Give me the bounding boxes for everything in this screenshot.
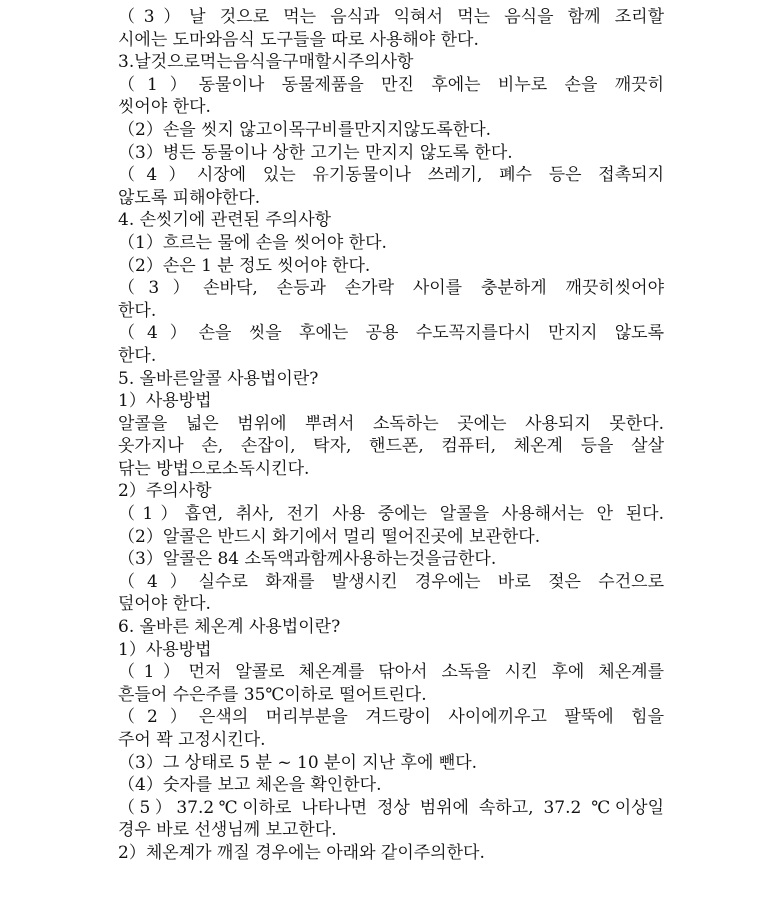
text-line: （4）손을 씻을 후에는 공용 수도꼭지를다시 만지지 않도록 [118,323,664,344]
text-line: 시에는 도마와음식 도구들을 따로 사용해야 한다. [118,29,479,50]
text-line: 5. 올바른알콜 사용법이란? [118,368,319,389]
text-line: 옷가지나 손, 손잡이, 탁자, 핸드폰, 컴퓨터, 체온계 등을 살살 [118,436,664,457]
document-body [118,6,664,865]
text-line: 1）사용방법 [118,639,212,660]
text-line: 않도록 피해야한다. [118,187,261,208]
text-line: （1）동물이나 동물제품을 만진 후에는 비누로 손을 깨끗히 [118,74,664,95]
text-line: （2）손은 1 분 정도 씻어야 한다. [118,255,371,276]
text-line: （1）흡연, 취사, 전기 사용 중에는 알콜을 사용해서는 안 된다. [118,504,664,525]
text-line: 씻어야 한다. [118,97,211,118]
text-line: （3）병든 동물이나 상한 고기는 만지지 않도록 한다. [118,142,513,163]
text-line: 덮어야 한다. [118,594,211,615]
text-line: 6. 올바른 체온계 사용법이란? [118,617,341,638]
text-line: （4）실수로 화재를 발생시킨 경우에는 바로 젖은 수건으로 [118,571,664,592]
text-line: 흔들어 수은주를 35℃이하로 떨어트린다. [118,684,427,705]
text-line: 알콜을 넓은 범위에 뿌려서 소독하는 곳에는 사용되지 못한다. [118,413,664,434]
text-line: （3）날 것으로 먹는 음식과 익혀서 먹는 음식을 함께 조리할 [118,7,664,27]
text-line: （5）37.2℃이하로 나타나면 정상 범위에 속하고, 37.2 ℃이상일 [118,797,664,818]
text-line: （2）손을 씻지 않고이목구비를만지지않도록한다. [118,119,492,140]
text-line: （1）먼저 알콜로 체온계를 닦아서 소독을 시킨 후에 체온계를 [118,662,664,683]
text-line: 2）주의사항 [118,481,212,502]
text-line: 한다. [118,345,157,366]
text-line: 주어 꽉 고정시킨다. [118,730,266,750]
text-line: 닦는 방법으로소독시킨다. [118,458,310,479]
text-line: 한다. [118,300,157,321]
text-line: 2）체온계가 깨질 경우에는 아래와 같이주의한다. [118,842,485,863]
text-line: 3.날것으로먹는음식을구매할시주의사항 [118,52,414,73]
text-line: 경우 바로 선생님께 보고한다. [118,820,337,841]
text-line: （4）시장에 있는 유기동물이나 쓰레기, 폐수 등은 접촉되지 [118,165,664,186]
text-line: （3）손바닥, 손등과 손가락 사이를 충분하게 깨끗히씻어야 [118,278,664,299]
text-line: （3）그 상태로 5 분 ~ 10 분이 지난 후에 뺀다. [118,752,478,773]
text-line: （1）흐르는 물에 손을 씻어야 한다. [118,232,387,253]
text-line: （2）알콜은 반드시 화기에서 멀리 떨어진곳에 보관한다. [118,526,541,547]
text-line: （2）은색의 머리부분을 겨드랑이 사이에끼우고 팔뚝에 힘을 [118,707,664,728]
text-line: （3）알콜은 84 소독액과함께사용하는것을금한다. [118,549,497,570]
text-line: 4. 손씻기에 관련된 주의사항 [118,210,332,231]
text-line: （4）숫자를 보고 체온을 확인한다. [118,775,382,796]
text-line: 1）사용방법 [118,391,212,412]
